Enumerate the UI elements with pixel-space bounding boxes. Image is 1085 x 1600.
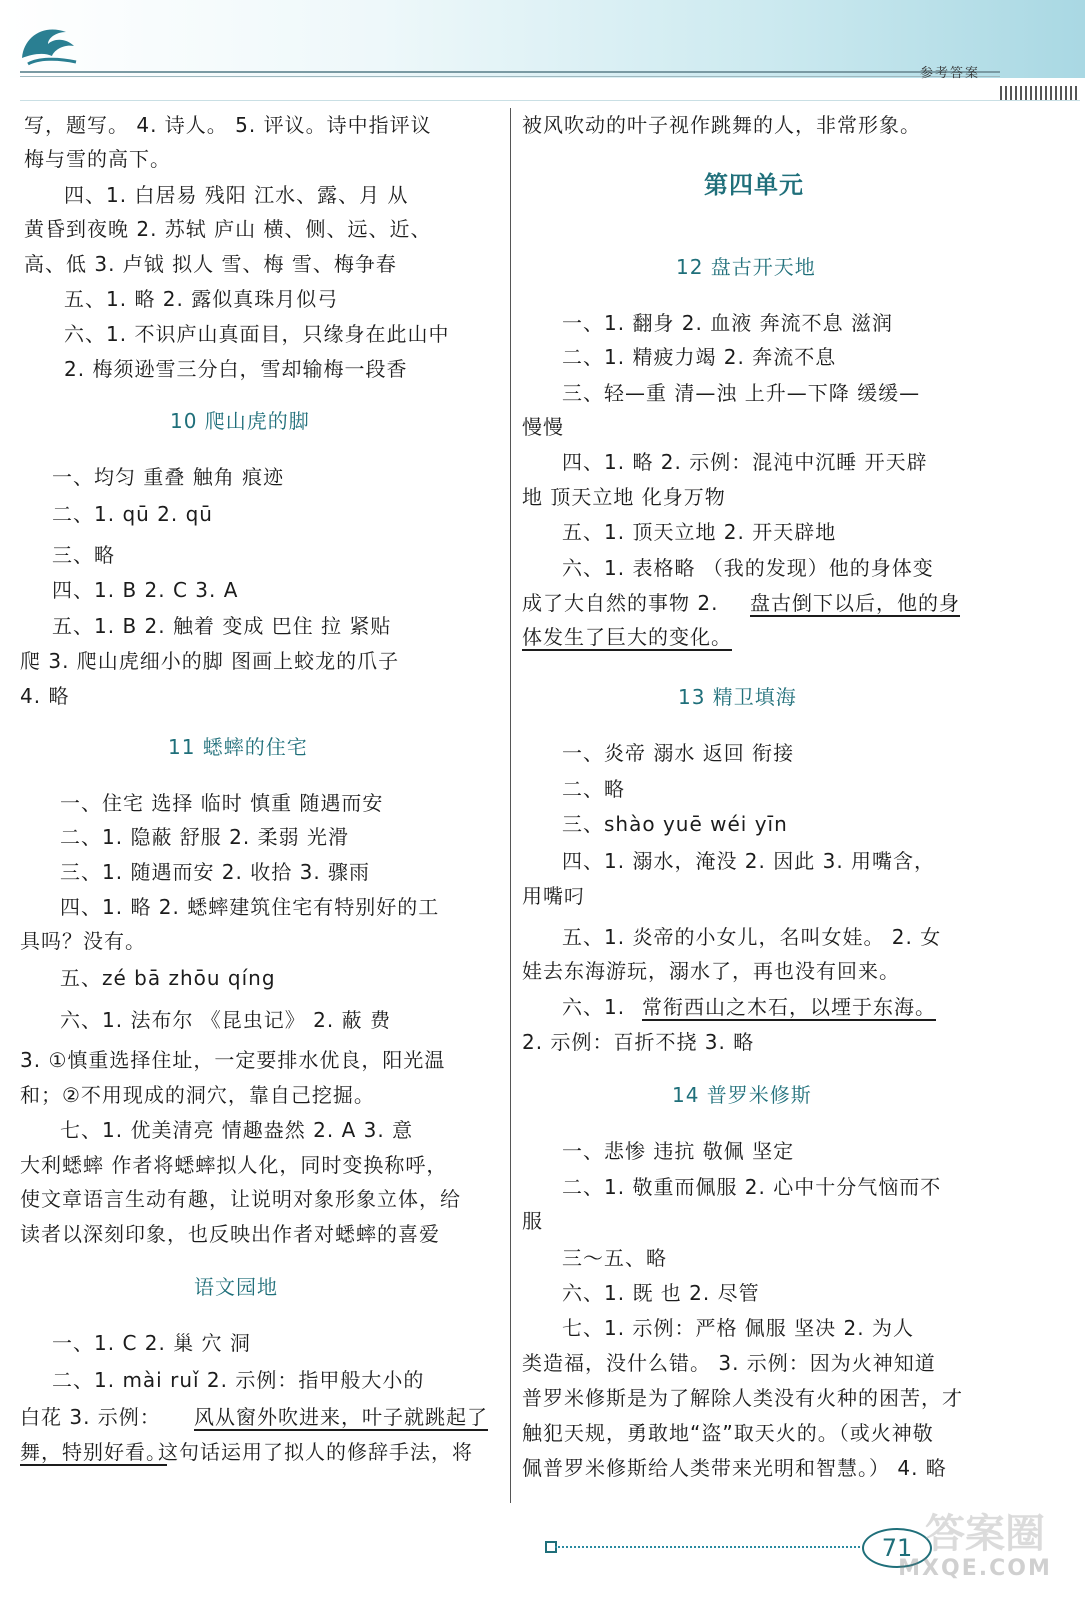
- answer-line: 三、shào yuē wéi yīn: [562, 812, 788, 836]
- answer-line: 三～五、略: [562, 1246, 667, 1270]
- unit-title: 第四单元: [704, 171, 804, 199]
- footer-dotted-rule: [555, 1546, 860, 1548]
- section-title-garden: 语文园地: [194, 1275, 278, 1299]
- answer-line: 六、1. 表格略 （我的发现）他的身体变: [562, 556, 934, 580]
- answer-line: 五、1. B 2. 触着 变成 巴住 拉 紧贴: [52, 614, 392, 638]
- answer-line: 二、1. qū 2. qū: [52, 502, 213, 526]
- answer-line: 用嘴叼: [522, 884, 585, 908]
- answer-line: 服: [522, 1209, 543, 1233]
- answer-line: 三、1. 随遇而安 2. 收拾 3. 骤雨: [60, 860, 371, 884]
- answer-line: 四、1. 略 2. 蟋蟀建筑住宅有特别好的工: [60, 895, 440, 919]
- answer-line: 触犯天规，勇敢地“盗”取天火的。（或火神敬: [522, 1421, 934, 1445]
- wave-logo-icon: [14, 14, 84, 74]
- answer-line: 类造福，没什么错。 3. 示例：因为火神知道: [522, 1351, 936, 1375]
- answer-line: 一、均匀 重叠 触角 痕迹: [52, 465, 285, 489]
- answer-line: 五、zé bā zhōu qíng: [60, 966, 276, 990]
- answer-line: 一、悲惨 违抗 敬佩 坚定: [562, 1139, 795, 1163]
- answer-line: 二、1. 敬重而佩服 2. 心中十分气恼而不: [562, 1175, 942, 1199]
- section-title-11: 11 蟋蟀的住宅: [168, 735, 308, 759]
- answer-line: 写，题写。 4. 诗人。 5. 评议。诗中指评议: [24, 113, 432, 137]
- answer-line: 五、1. 炎帝的小女儿，名叫女娃。 2. 女: [562, 925, 942, 949]
- answer-line: 四、1. 溺水，淹没 2. 因此 3. 用嘴含，: [562, 849, 936, 873]
- answer-line: 一、炎帝 溺水 返回 衔接: [562, 741, 795, 765]
- answer-line: 一、1. 翻身 2. 血液 奔流不息 滋润: [562, 311, 893, 335]
- answer-line: 3. ①慎重选择住址，一定要排水优良，阳光温: [20, 1048, 446, 1072]
- barcode-decoration: [1000, 86, 1080, 100]
- header-accent-line: [20, 78, 1080, 101]
- answer-line: 六、1.: [562, 995, 626, 1019]
- page-header: [0, 0, 1085, 105]
- answer-line: 三、轻—重 清—浊 上升—下降 缓缓—: [562, 381, 921, 405]
- answer-line: 普罗米修斯是为了解除人类没有火种的困苦，才: [522, 1386, 963, 1410]
- answer-line: 大利蟋蟀 作者将蟋蟀拟人化，同时变换称呼，: [20, 1153, 448, 1177]
- underlined-answer: 常衔西山之木石，以堙于东海。: [642, 995, 936, 1019]
- answer-line: 高、低 3. 卢钺 拟人 雪、梅 雪、梅争春: [24, 252, 397, 276]
- answer-line: 一、1. C 2. 巢 穴 洞: [52, 1331, 251, 1355]
- answer-line: 四、1. 略 2. 示例：混沌中沉睡 开天辟: [562, 450, 928, 474]
- answer-line: 使文章语言生动有趣，让说明对象形象立体，给: [20, 1187, 461, 1211]
- answer-line: 黄昏到夜晚 2. 苏轼 庐山 横、侧、远、近、: [24, 217, 432, 241]
- section-title-12: 12 盘古开天地: [676, 255, 816, 279]
- answer-line: 七、1. 示例：严格 佩服 坚决 2. 为人: [562, 1316, 914, 1340]
- answer-line: 五、1. 顶天立地 2. 开天辟地: [562, 520, 837, 544]
- answer-line: 二、略: [562, 777, 625, 801]
- section-title-14: 14 普罗米修斯: [672, 1083, 812, 1107]
- answer-line: 三、略: [52, 543, 115, 567]
- answer-line: 2. 梅须逊雪三分白，雪却输梅一段香: [64, 357, 408, 381]
- answer-line: 四、1. 白居易 残阳 江水、露、月 从: [64, 183, 409, 207]
- answer-line: 四、1. B 2. C 3. A: [52, 578, 239, 602]
- answer-line: 七、1. 优美清亮 情趣盎然 2. A 3. 意: [60, 1118, 414, 1142]
- header-rule: [20, 71, 1000, 73]
- answer-line: 二、1. 精疲力竭 2. 奔流不息: [562, 345, 837, 369]
- section-title-10: 10 爬山虎的脚: [170, 409, 310, 433]
- answer-line: 六、1. 既 也 2. 尽管: [562, 1281, 760, 1305]
- header-rule-thin: [20, 76, 1000, 77]
- answer-line: 和；②不用现成的洞穴，靠自己挖掘。: [20, 1083, 375, 1107]
- answer-line: 4. 略: [20, 684, 70, 708]
- answer-line: 六、1. 不识庐山真面目，只缘身在此山中: [64, 322, 450, 346]
- underlined-answer: 盘古倒下以后，他的身: [750, 591, 960, 615]
- watermark-logo: [870, 1500, 1080, 1595]
- answer-line: 二、1. 隐蔽 舒服 2. 柔弱 光滑: [60, 825, 349, 849]
- answer-line: 一、住宅 选择 临时 慎重 随遇而安: [60, 791, 384, 815]
- watermark-text-url: MXQE.COM: [898, 1556, 1052, 1581]
- section-title-13: 13 精卫填海: [678, 685, 797, 709]
- answer-line: 娃去东海游玩，溺水了，再也没有回来。: [522, 959, 900, 983]
- underlined-answer: 体发生了巨大的变化。: [522, 625, 732, 649]
- answer-line: 读者以深刻印象，也反映出作者对蟋蟀的喜爱: [20, 1222, 440, 1246]
- answer-line: 爬 3. 爬山虎细小的脚 图画上蛟龙的爪子: [20, 649, 400, 673]
- watermark-text-cn: 答案圈: [925, 1511, 1045, 1557]
- column-divider: [510, 108, 511, 1503]
- answer-line: 佩普罗米修斯给人类带来光明和智慧。） 4. 略: [522, 1456, 947, 1480]
- answer-line: 2. 示例：百折不挠 3. 略: [522, 1030, 755, 1054]
- header-label: 参考答案: [920, 66, 981, 81]
- answer-line: 成了大自然的事物 2.: [522, 591, 719, 615]
- underlined-answer: 舞，特别好看。: [20, 1440, 167, 1464]
- page-number: 71: [862, 1528, 932, 1568]
- answer-line: 梅与雪的高下。: [24, 147, 171, 171]
- answer-line: 白花 3. 示例：: [20, 1405, 161, 1429]
- answer-line: 具吗？没有。: [20, 929, 146, 953]
- answer-line: 二、1. mài ruǐ 2. 示例：指甲般大小的: [52, 1368, 425, 1392]
- answer-line: 慢慢: [522, 415, 564, 439]
- underlined-answer: 风从窗外吹进来，叶子就跳起了: [194, 1405, 488, 1429]
- answer-line: 地 顶天立地 化身万物: [522, 485, 726, 509]
- answer-line: 六、1. 法布尔 《昆虫记》 2. 蔽 费: [60, 1008, 391, 1032]
- answer-line: 五、1. 略 2. 露似真珠月似弓: [64, 287, 339, 311]
- answer-line: 被风吹动的叶子视作跳舞的人，非常形象。: [522, 113, 921, 137]
- answer-line: 这句话运用了拟人的修辞手法，将: [158, 1440, 473, 1464]
